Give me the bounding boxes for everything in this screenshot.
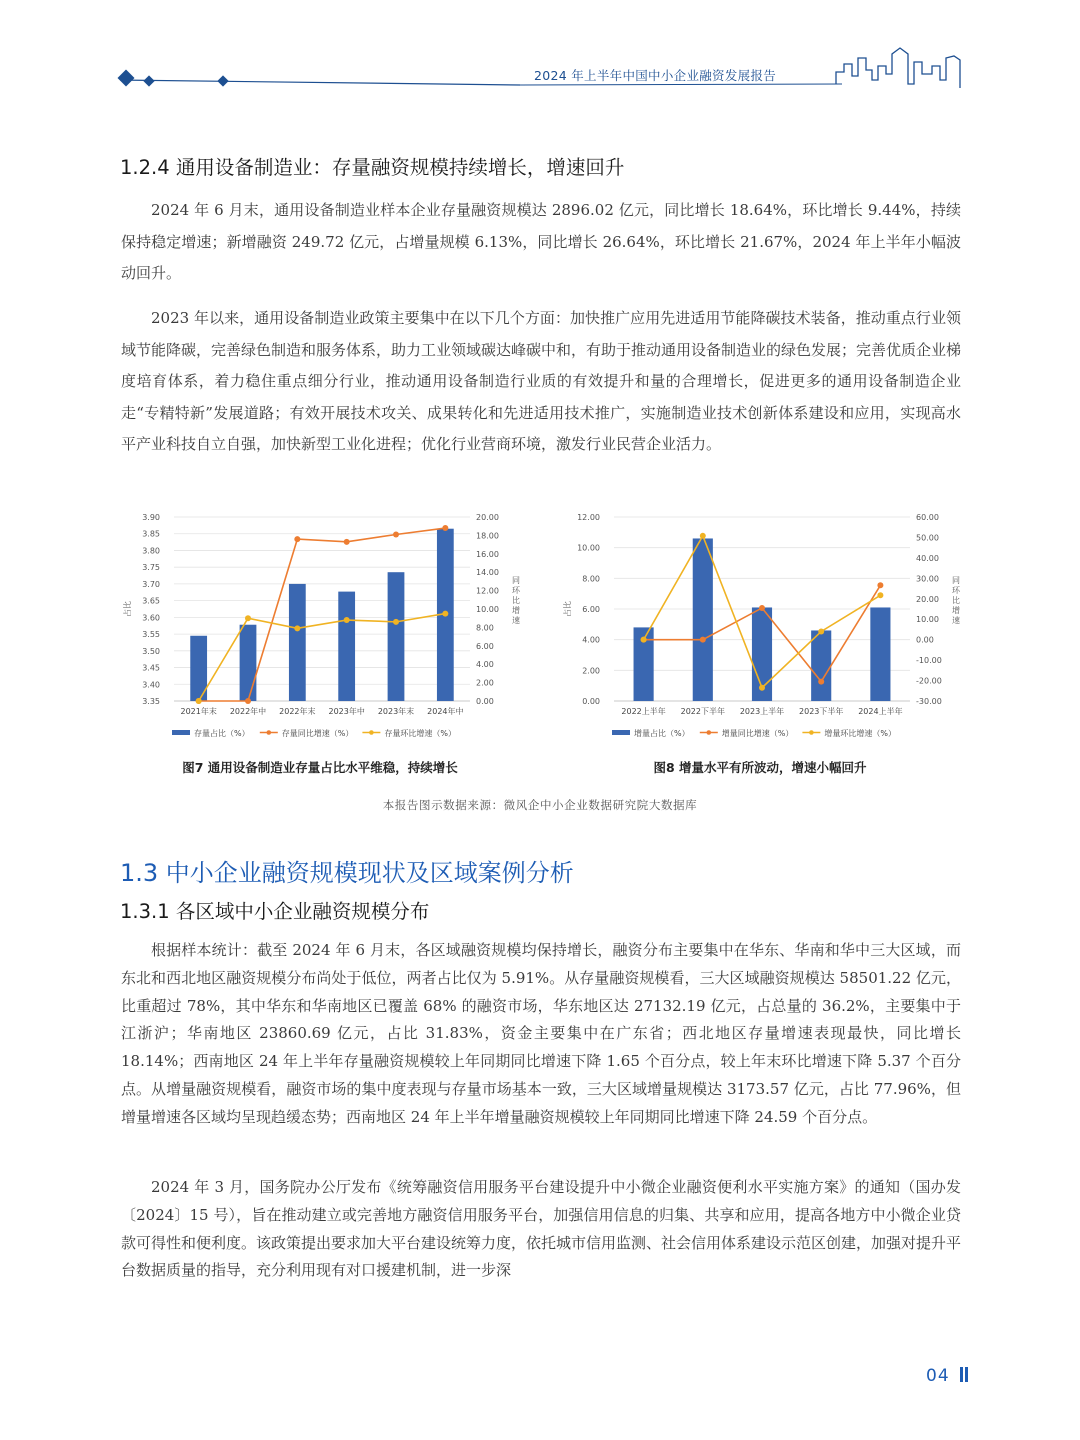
data-point [442,611,448,617]
x-tick-label: 2022年中 [229,707,267,716]
y2-tick-label: 40.00 [916,553,939,563]
page-header [0,0,1080,110]
bar [870,607,890,701]
x-tick-label: 2023上半年 [739,707,785,716]
data-point [393,619,399,625]
legend-marker [809,730,814,735]
diamond-icon [217,75,228,86]
data-point [245,615,251,621]
y2-tick-label: 10.00 [916,615,939,625]
series-line [199,614,446,701]
y-tick-label: 3.75 [142,563,160,573]
y2-axis-title: 同环比增速 [952,576,960,625]
x-tick-label: 2022上半年 [621,707,666,716]
y-tick-label: 3.35 [142,697,160,706]
section-heading-1-2-4: 1.2.4 通用设备制造业：存量融资规模持续增长，增速回升 [120,156,625,179]
y-tick-label: 10.00 [577,543,600,553]
x-tick-label: 2021年末 [180,707,217,716]
data-point [393,531,399,537]
figure-caption: 图7 通用设备制造业存量占比水平维稳，持续增长 [182,760,458,775]
x-tick-label: 2022年末 [279,707,316,716]
bar [289,584,306,701]
page-marker-icon [965,1367,968,1382]
bar [338,592,355,701]
y-tick-label: 3.65 [142,596,160,606]
y2-tick-label: 0.00 [916,635,934,645]
data-point [759,605,765,611]
y2-tick-label: 10.00 [476,605,499,614]
data-point [700,637,706,643]
paragraph: 2024 年 6 月末，通用设备制造业样本企业存量融资规模达 2896.02 亿元，同比增长 18.64%，环比增长 9.44%，持续保持稳定增速；新增融资 249.72 亿元，占增量规模 6.13%，同比增长 26.64%，环比增长 21.67%，2024 年上半年小幅波动回升。 [121,201,961,282]
y-tick-label: 3.60 [142,613,160,623]
page-marker-icon [960,1367,963,1382]
legend-swatch [172,730,190,735]
x-tick-label: 2023年末 [377,707,415,716]
y2-tick-label: 16.00 [476,549,499,559]
y-tick-label: 12.00 [577,513,600,522]
y2-tick-label: -30.00 [916,697,942,706]
y2-tick-label: 8.00 [476,623,494,633]
page-number: 04 [926,1366,968,1386]
y-tick-label: 3.45 [142,663,160,673]
report-title: 2024 年上半年中国中小企业融资发展报告 [533,68,777,83]
data-point [877,582,883,588]
y-tick-label: 6.00 [582,605,600,614]
data-point [344,539,350,545]
data-point [700,533,706,539]
header-decoration [0,0,1080,110]
section-heading-1-3-1: 1.3.1 各区域中小企业融资规模分布 [120,900,430,923]
y2-tick-label: 20.00 [916,594,939,604]
y2-tick-label: 50.00 [916,533,939,543]
y-tick-label: 3.40 [142,680,160,690]
y-tick-label: 8.00 [582,574,600,584]
paragraph: 2023 年以来，通用设备制造业政策主要集中在以下几个方面：加快推广应用先进适用节能降碳技术装备，推动重点行业领域节能降碳，完善绿色制造和服务体系，助力工业领域碳达峰碳中和，有助于推动通用设备制造业的绿色发展；完善优质企业梯度培育体系，着力稳住重点细分行业，推动通用设备制造行业质的有效提升和量的合理增长，促进更多的通用设备制造企业走“专精特新”发展道路；有效开展技术攻关、成果转化和先进适用技术推广，实施制造业技术创新体系建设和应用，实现高水平产业科技自立自强，加快新型工业化进程；优化行业营商环境，激发行业民营企业活力。 [121,309,962,453]
y2-tick-label: -10.00 [916,656,942,666]
figure-caption: 图8 增量水平有所波动，增速小幅回升 [653,760,867,775]
legend-swatch [612,730,630,735]
data-point [641,637,647,643]
diamond-icon [118,70,135,87]
y2-tick-label: 30.00 [916,574,939,584]
legend-label: 存量同比增速（%） [281,729,354,738]
x-tick-label: 2023年中 [328,707,365,716]
y-tick-label: 3.50 [142,646,160,656]
y-axis-title: 占比 [563,601,572,617]
bar [240,625,257,701]
y2-tick-label: 0.00 [476,697,494,706]
data-point [877,592,883,598]
data-point [245,698,251,704]
legend-label: 增量环比增速（%） [824,729,897,738]
x-tick-label: 2022下半年 [680,707,725,716]
paragraph: 根据样本统计：截至 2024 年 6 月末，各区域融资规模均保持增长，融资分布主要集中在华东、华南和华中三大区域，而东北和西北地区融资规模分布尚处于低位，两者占比仅为 5.91%。从存量融资规模看，三大区域融资规模达 58501.22 亿元，比重超过 78%，其中华东和华南地区已覆盖 68% 的融资市场，华东地区达 27132.19 亿元，占总量的 36.2%，主要集中于江浙沪；华南地区 23860.69 亿元，占比 31.83%，资金主要集中在广东省；西北地区存量增速表现最快，同比增长 18.14%；西南地区 24 年上半年存量融资规模较上年同期同比增速下降 1.65 个百分点，较上年末环比增速下降 5.37 个百分点。从增量融资规模看，融资市场的集中度表现与存量市场基本一致，三大区域增量规模达 3173.57 亿元，占比 77.96%，但增量增速各区域均呈现趋缓态势；西南地区 24 年上半年增量融资规模较上年同期同比增速下降 24.59 个百分点。 [121,941,961,1126]
data-point [196,698,202,704]
bar [388,572,405,701]
legend-marker [707,730,712,735]
chart-fig8 [560,505,960,745]
y-tick-label: 3.90 [142,513,160,522]
legend-label: 增量同比增速（%） [721,729,794,738]
y-axis-title: 占比 [123,601,132,617]
legend-marker [369,730,374,735]
legend-label: 增量占比（%） [634,729,690,738]
data-point [294,536,300,542]
legend-marker [267,730,272,735]
y-tick-label: 3.55 [142,630,160,640]
data-point [442,525,448,531]
y2-tick-label: 60.00 [916,513,939,522]
y2-tick-label: 12.00 [476,586,499,596]
legend-label: 存量环比增速（%） [384,729,457,738]
skyline-icon [836,48,960,88]
y2-tick-label: 4.00 [476,660,494,670]
diamond-icon [143,75,154,86]
series-line [199,528,446,701]
y2-axis-title: 同环比增速 [512,576,520,625]
y2-tick-label: 14.00 [476,568,499,578]
x-tick-label: 2023下半年 [799,707,844,716]
y-tick-label: 3.70 [142,579,160,589]
paragraph: 2024 年 3 月，国务院办公厅发布《统筹融资信用服务平台建设提升中小微企业融资便利水平实施方案》的通知（国办发〔2024〕15 号），旨在推动建立或完善地方融资信用服务平台，加强信用信息的归集、共享和应用，提高各地方中小微企业贷款可得性和便利度。该政策提出要求加大平台建设统筹力度，依托城市信用监测、社会信用体系建设示范区创建，加强对提升平台数据质量的指导，充分利用现有对口援建机制，进一步深 [121,1178,962,1280]
y-tick-label: 4.00 [582,635,600,645]
data-point [294,625,300,631]
data-point [759,685,765,691]
data-point [818,679,824,685]
data-point [818,628,824,634]
y-tick-label: 3.85 [142,529,160,539]
y2-tick-label: -20.00 [916,676,942,686]
legend-label: 存量占比（%） [194,729,250,738]
bar [693,538,713,701]
bar [811,630,831,701]
y-tick-label: 3.80 [142,546,160,556]
section-heading-1-3: 1.3 中小企业融资规模现状及区域案例分析 [120,859,574,887]
y2-tick-label: 20.00 [476,513,499,522]
data-point [344,617,350,623]
y-tick-label: 2.00 [582,666,600,676]
x-tick-label: 2024年中 [427,707,464,716]
chart-fig7 [120,505,520,745]
y2-tick-label: 6.00 [476,641,494,651]
data-source-note: 本报告图示数据来源：微风企中小企业数据研究院大数据库 [382,798,698,812]
y2-tick-label: 18.00 [476,531,499,541]
x-tick-label: 2024上半年 [858,707,903,716]
y-tick-label: 0.00 [582,697,600,706]
y2-tick-label: 2.00 [476,678,494,688]
